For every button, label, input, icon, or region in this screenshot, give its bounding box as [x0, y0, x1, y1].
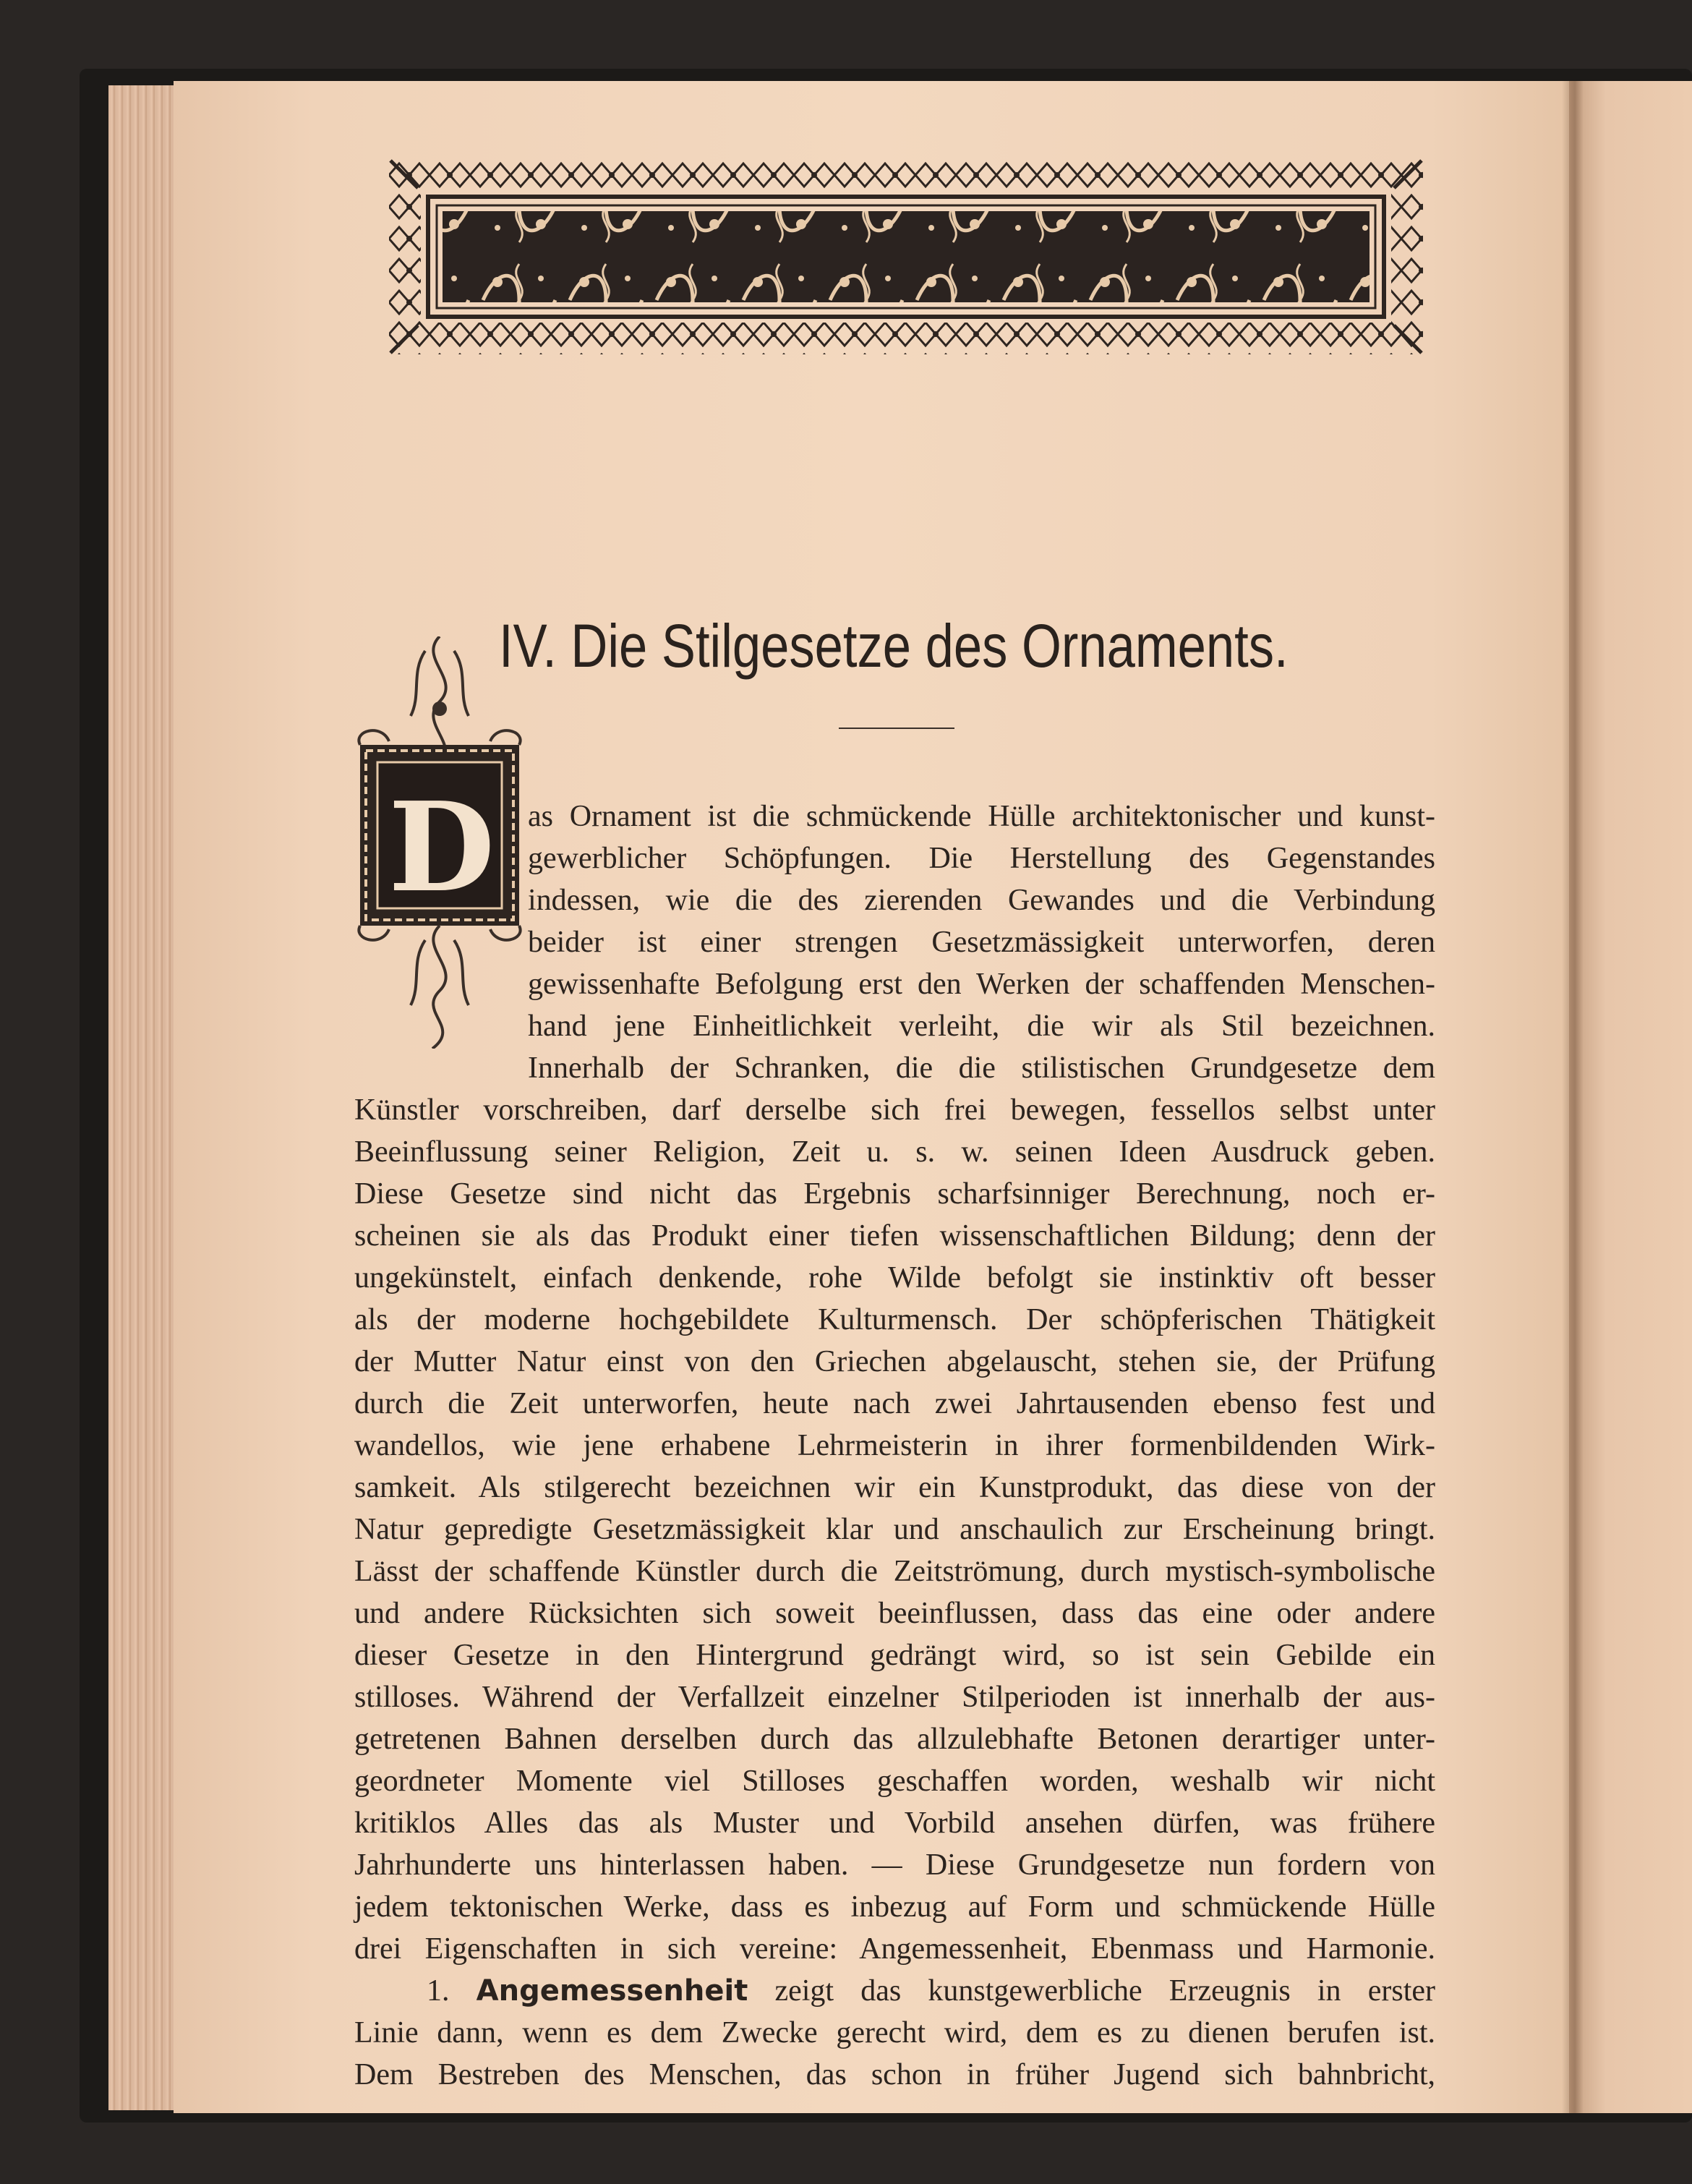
text-line: beider ist einer strengen Gesetzmässigkeit unterworfen, deren — [528, 926, 1435, 959]
text-line: drei Eigenschaften in sich vereine: Angemessenheit, Ebenmass und Harmonie. — [354, 1932, 1435, 1966]
text-line: Jahrhunderte uns hinterlassen haben. — Diese Grundgesetze nun fordern von — [354, 1848, 1435, 1882]
text-line: getretenen Bahnen derselben durch das allzulebhafte Betonen derartiger unter- — [354, 1723, 1435, 1756]
text-line: indessen, wie die des zierenden Gewandes und die Verbindung — [528, 884, 1435, 917]
text-line: und andere Rücksichten sich soweit beeinflussen, dass das eine oder andere — [354, 1597, 1435, 1630]
text-line: als der moderne hochgebildete Kulturmensch. Der schöpferischen Thätigkeit — [354, 1303, 1435, 1336]
paragraph-text: zeigt das kunstgewerbliche Erzeugnis in erster — [774, 1974, 1435, 2008]
title-rule — [839, 728, 954, 729]
text-line: jedem tektonischen Werke, dass es inbezug auf Form und schmückende Hülle — [354, 1890, 1435, 1924]
text-line: wandellos, wie jene erhabene Lehrmeisterin in ihrer formenbildenden Wirk- — [354, 1429, 1435, 1462]
text-line: samkeit. Als stilgerecht bezeichnen wir ein Kunstprodukt, das diese von der — [354, 1471, 1435, 1504]
text-line: Linie dann, wenn es dem Zwecke gerecht wird, dem es zu dienen berufen ist. — [354, 2016, 1435, 2049]
text-line: Beeinflussung seiner Religion, Zeit u. s. w. seinen Ideen Ausdruck geben. — [354, 1135, 1435, 1169]
header-ornament — [389, 159, 1423, 354]
facing-page-edge — [1569, 81, 1692, 2113]
paragraph-heading-line — [354, 1970, 1435, 2012]
text-line: Künstler vorschreiben, darf derselbe sich frei bewegen, fessellos selbst unter — [354, 1093, 1435, 1127]
text-line: Dem Bestreben des Menschen, das schon in früher Jugend sich bahnbricht, — [354, 2058, 1435, 2091]
text-line: stilloses. Während der Verfallzeit einzelner Stilperioden ist innerhalb der aus- — [354, 1681, 1435, 1714]
dropcap-letter: D — [388, 775, 495, 920]
text-line: durch die Zeit unterworfen, heute nach zwei Jahrtausenden ebenso fest und — [354, 1387, 1435, 1420]
page-gutter — [1562, 81, 1584, 2113]
chapter-title: IV. Die Stilgesetze des Ornaments. — [499, 612, 1289, 680]
text-line: ungekünstelt, einfach denkende, rohe Wilde befolgt sie instinktiv oft besser — [354, 1261, 1435, 1294]
text-line: dieser Gesetze in den Hintergrund gedrängt wird, so ist sein Gebilde ein — [354, 1639, 1435, 1672]
body-text — [354, 795, 1435, 2096]
text-line: Diese Gesetze sind nicht das Ergebnis scharfsinniger Berechnung, noch er- — [354, 1177, 1435, 1211]
text-line: der Mutter Natur einst von den Griechen abgelauscht, stehen sie, der Prüfung — [354, 1345, 1435, 1378]
text-line: hand jene Einheitlichkeit verleiht, die wir als Stil bezeichnen. — [528, 1010, 1435, 1043]
text-line: scheinen sie als das Produkt einer tiefen wissenschaftlichen Bildung; denn der — [354, 1219, 1435, 1253]
term-angemessenheit: Angemessenheit — [476, 1974, 748, 2008]
text-line: kritiklos Alles das als Muster und Vorbild ansehen dürfen, was frühere — [354, 1807, 1435, 1840]
text-line: geordneter Momente viel Stilloses geschaffen worden, weshalb wir nicht — [354, 1765, 1435, 1798]
item-number: 1. — [427, 1974, 450, 2008]
text-line: gewerblicher Schöpfungen. Die Herstellung des Gegenstandes — [528, 842, 1435, 875]
text-line: Natur gepredigte Gesetzmässigkeit klar und anschaulich zur Erscheinung bringt. — [354, 1513, 1435, 1546]
text-line: gewissenhafte Befolgung erst den Werken der schaffenden Menschen- — [528, 968, 1435, 1001]
text-line: Lässt der schaffende Künstler durch die Zeitströmung, durch mystisch-symbolische — [354, 1555, 1435, 1588]
text-line: Innerhalb der Schranken, die die stilistischen Grundgesetze dem — [528, 1052, 1435, 1085]
text-line: as Ornament ist die schmückende Hülle architektonischer und kunst- — [528, 800, 1435, 833]
